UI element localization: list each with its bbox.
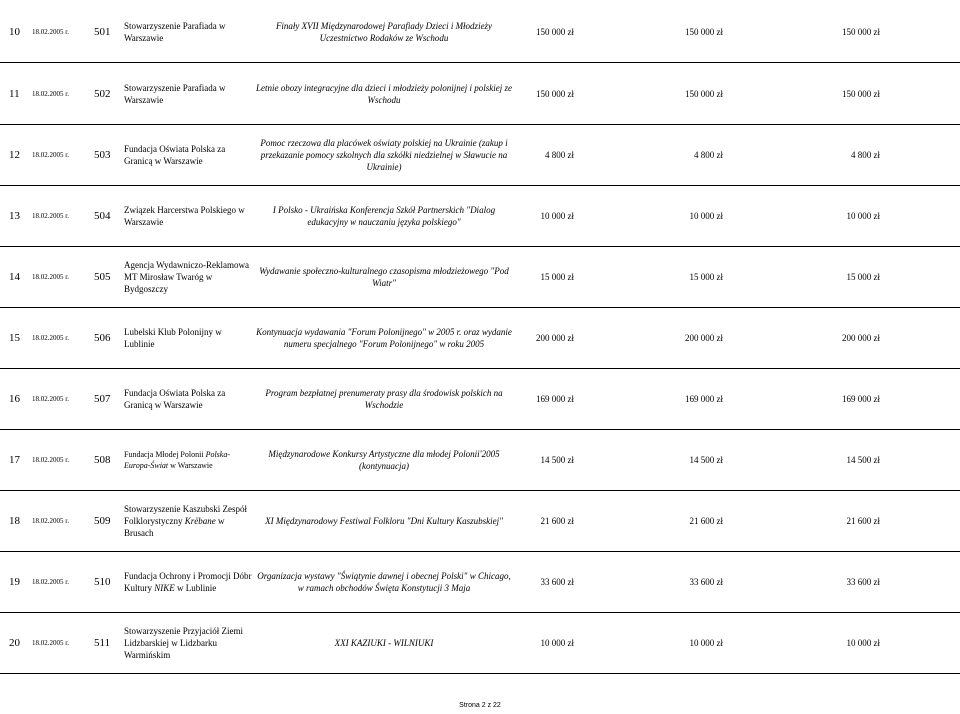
row-lp: 14 — [9, 270, 20, 283]
org-prefix: Fundacja Ochrony i Promocji Dóbr Kultury — [124, 570, 252, 593]
row-amount-requested: 4 800 zł — [545, 149, 574, 160]
row-description: XI Międzynarodowy Festiwal Folkloru "Dni Kultury Kaszubskiej" — [265, 515, 503, 526]
row-amount-requested: 200 000 zł — [536, 332, 574, 343]
row-description: Organizacja wystawy "Świątynie dawnej i obecnej Polski" w Chicago, w ramach obchodów Święta Konstytucji 3 Maja — [257, 570, 511, 593]
row-amount-paid: 21 600 zł — [846, 515, 880, 526]
row-amount-granted: 33 600 zł — [689, 576, 723, 587]
row-amount-paid: 4 800 zł — [851, 149, 880, 160]
row-amount-paid: 10 000 zł — [846, 210, 880, 221]
org-italic-name: Polska-Europa-Świat — [124, 449, 230, 470]
row-amount-paid: 200 000 zł — [842, 332, 880, 343]
row-amount-granted: 10 000 zł — [689, 210, 723, 221]
row-amount-requested: 10 000 zł — [540, 210, 574, 221]
table-row — [0, 551, 960, 613]
row-amount-granted: 15 000 zł — [689, 271, 723, 282]
row-amount-granted: 21 600 zł — [689, 515, 723, 526]
row-number: 511 — [94, 636, 111, 649]
row-amount-paid: 14 500 zł — [846, 454, 880, 465]
row-lp: 16 — [9, 392, 20, 405]
row-amount-requested: 150 000 zł — [536, 26, 574, 37]
row-organization: Związek Harcerstwa Polskiego w Warszawie — [124, 204, 245, 227]
row-amount-granted: 150 000 zł — [685, 88, 723, 99]
row-lp: 12 — [9, 148, 20, 161]
table-row — [0, 368, 960, 430]
page-footer: Strona 2 z 22 — [459, 702, 501, 709]
row-amount-paid: 15 000 zł — [846, 271, 880, 282]
table-row — [0, 185, 960, 247]
row-amount-granted: 10 000 zł — [689, 637, 723, 648]
row-amount-granted: 150 000 zł — [685, 26, 723, 37]
row-amount-paid: 10 000 zł — [846, 637, 880, 648]
org-italic-name: NIKE — [154, 582, 175, 593]
row-organization — [124, 429, 252, 490]
table-row — [0, 490, 960, 552]
row-lp: 19 — [9, 575, 20, 588]
row-description: Wydawanie społeczno-kulturalnego czasopisma młodzieżowego "Pod Wiatr" — [259, 265, 509, 288]
row-organization: Lubelski Klub Polonijny w Lublinie — [124, 326, 222, 349]
table-row — [0, 612, 960, 674]
row-date: 18.02.2005 r. — [32, 394, 69, 403]
table-row — [0, 63, 960, 125]
row-lp: 10 — [9, 25, 20, 38]
row-date: 18.02.2005 r. — [32, 638, 69, 647]
row-amount-requested: 15 000 zł — [540, 271, 574, 282]
org-suffix: w Brusach — [124, 515, 225, 538]
row-amount-granted: 200 000 zł — [685, 332, 723, 343]
table-row — [0, 246, 960, 308]
row-amount-granted: 169 000 zł — [685, 393, 723, 404]
row-date: 18.02.2005 r. — [32, 272, 69, 281]
row-amount-requested: 14 500 zł — [540, 454, 574, 465]
row-number: 506 — [94, 331, 111, 344]
row-description: Międzynarodowe Konkursy Artystyczne dla młodej Polonii'2005 (kontynuacja) — [268, 448, 500, 471]
row-description: Kontynuacja wydawania "Forum Polonijnego" w 2005 r. oraz wydanie numeru specjalnego "Forum Polonijnego" w roku 2005 — [256, 326, 512, 349]
row-lp: 11 — [9, 87, 20, 100]
row-description: Finały XVII Międzynarodowej Parafiady Dzieci i Młodzieży Uczestnictwo Rodaków ze Wschodu — [275, 20, 493, 43]
row-number: 501 — [94, 25, 111, 38]
org-prefix: Fundacja Młodej Polonii — [124, 449, 204, 459]
row-amount-requested: 169 000 zł — [536, 393, 574, 404]
row-organization: Stowarzyszenie Parafiada w Warszawie — [124, 20, 226, 43]
row-description: I Polsko - Ukraińska Konferencja Szkół Partnerskich "Dialog edukacyjny w nauczaniu języka polskiego" — [272, 204, 496, 227]
row-organization — [124, 490, 252, 551]
row-date: 18.02.2005 r. — [32, 577, 69, 586]
row-date: 18.02.2005 r. — [32, 516, 69, 525]
table-row — [0, 124, 960, 186]
row-date: 18.02.2005 r. — [32, 211, 69, 220]
row-organization: Agencja Wydawniczo-Reklamowa MT Mirosław Twaróg w Bydgoszczy — [124, 259, 249, 294]
table-row — [0, 307, 960, 369]
row-date: 18.02.2005 r. — [32, 455, 69, 464]
row-date: 18.02.2005 r. — [32, 89, 69, 98]
row-date: 18.02.2005 r. — [32, 150, 69, 159]
org-italic-name: Krëbane — [184, 515, 216, 526]
row-number: 509 — [94, 514, 111, 527]
row-description: Program bezpłatnej prenumeraty prasy dla środowisk polskich na Wschodzie — [265, 387, 503, 410]
row-organization: Fundacja Oświata Polska za Granicą w Warszawie — [124, 143, 226, 166]
row-amount-paid: 150 000 zł — [842, 88, 880, 99]
table-row — [0, 1, 960, 63]
row-amount-requested: 150 000 zł — [536, 88, 574, 99]
row-amount-paid: 33 600 zł — [846, 576, 880, 587]
table-row — [0, 429, 960, 491]
row-lp: 20 — [9, 636, 20, 649]
row-organization: Fundacja Oświata Polska za Granicą w Warszawie — [124, 387, 226, 410]
row-number: 508 — [94, 453, 111, 466]
row-amount-granted: 14 500 zł — [689, 454, 723, 465]
row-amount-requested: 21 600 zł — [540, 515, 574, 526]
row-number: 505 — [94, 270, 111, 283]
row-lp: 18 — [9, 514, 20, 527]
row-number: 502 — [94, 87, 111, 100]
row-description: Pomoc rzeczowa dla placówek oświaty polskiej na Ukrainie (zakup i przekazanie pomocy szkolnych dla szkółki niedzielnej w Sławucie na Ukrainie) — [260, 137, 508, 172]
row-lp: 17 — [9, 453, 20, 466]
row-organization: Stowarzyszenie Parafiada w Warszawie — [124, 82, 226, 105]
row-organization: Stowarzyszenie Przyjaciół Ziemi Lidzbarskiej w Lidzbarku Warmińskim — [124, 625, 243, 660]
row-description: Letnie obozy integracyjne dla dzieci i młodzieży polonijnej i polskiej ze Wschodu — [256, 82, 512, 105]
row-number: 510 — [94, 575, 111, 588]
row-number: 507 — [94, 392, 111, 405]
org-suffix: w Lublinie — [177, 582, 217, 593]
row-lp: 15 — [9, 331, 20, 344]
row-organization — [124, 551, 252, 612]
row-amount-granted: 4 800 zł — [694, 149, 723, 160]
row-number: 504 — [94, 209, 111, 222]
row-amount-paid: 169 000 zł — [842, 393, 880, 404]
row-amount-paid: 150 000 zł — [842, 26, 880, 37]
row-date: 18.02.2005 r. — [32, 27, 69, 36]
row-number: 503 — [94, 148, 111, 161]
org-prefix: Stowarzyszenie Kaszubski Zespół Folklorystyczny — [124, 503, 247, 526]
row-amount-requested: 10 000 zł — [540, 637, 574, 648]
row-lp: 13 — [9, 209, 20, 222]
row-amount-requested: 33 600 zł — [540, 576, 574, 587]
org-suffix: w Warszawie — [170, 460, 213, 470]
row-date: 18.02.2005 r. — [32, 333, 69, 342]
row-description: XXI KAZIUKI - WILNIUKI — [334, 637, 434, 648]
